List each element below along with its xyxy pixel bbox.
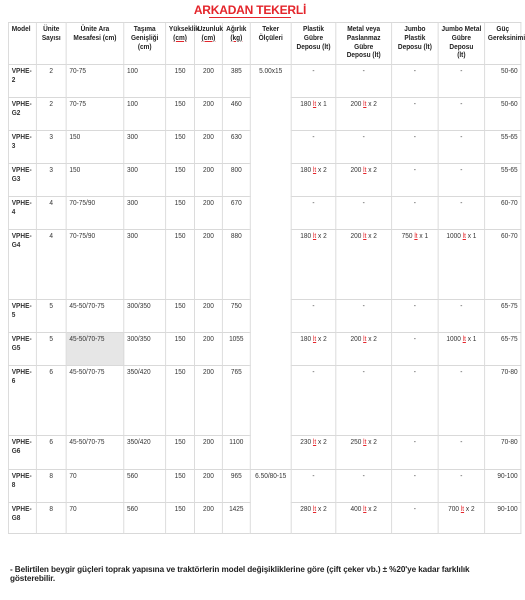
tasima-cell: 300/350: [124, 300, 166, 333]
model-cell: VPHE- 5: [8, 300, 36, 333]
agirlik-cell: 1425: [222, 503, 250, 534]
yuk-cell: 150: [166, 65, 195, 98]
metal-cell: -: [336, 197, 392, 230]
jmetal-cell: 700 lt x 2: [438, 503, 485, 534]
metal-cell: 200 lt x 2: [336, 98, 392, 131]
jplastik-cell: -: [392, 131, 439, 164]
unite-cell: 4: [36, 197, 66, 230]
uzun-cell: 200: [194, 164, 222, 197]
ara-cell: 70-75/90: [66, 230, 124, 300]
tasima-cell: 300: [124, 164, 166, 197]
unite-cell: 2: [36, 98, 66, 131]
jplastik-cell: -: [392, 300, 439, 333]
jmetal-cell: -: [438, 164, 485, 197]
unite-cell: 8: [36, 503, 66, 534]
agirlik-cell: 385: [222, 65, 250, 98]
uzun-cell: 200: [194, 333, 222, 366]
yuk-cell: 150: [166, 436, 195, 470]
unite-cell: 6: [36, 436, 66, 470]
guc-cell: 70-80: [485, 436, 521, 470]
col-teker: Teker Ölçüleri: [250, 23, 291, 65]
metal-cell: -: [336, 366, 392, 436]
model-cell: VPHE- 4: [8, 197, 36, 230]
page-title: ARKADAN TEKERLİ: [0, 3, 500, 18]
model-cell: VPHE- G8: [8, 503, 36, 534]
uzun-cell: 200: [194, 436, 222, 470]
jmetal-cell: -: [438, 131, 485, 164]
jmetal-cell: 1000 lt x 1: [438, 333, 485, 366]
unit-label: lt: [460, 506, 465, 513]
model-cell: VPHE- G2: [8, 98, 36, 131]
jplastik-cell: -: [392, 470, 439, 503]
model-cell: VPHE- G4: [8, 230, 36, 300]
yuk-cell: 150: [166, 333, 195, 366]
unit-label: lt: [312, 336, 317, 343]
metal-cell: -: [336, 300, 392, 333]
yuk-cell: 150: [166, 470, 195, 503]
unit-label: lt: [363, 167, 367, 174]
jmetal-cell: 1000 lt x 1: [438, 230, 485, 300]
guc-cell: 55-65: [485, 164, 521, 197]
unite-cell: 2: [36, 65, 66, 98]
tasima-cell: 560: [124, 503, 166, 534]
tasima-cell: 300/350: [124, 333, 166, 366]
teker-cell: 6.50/80-15: [250, 470, 291, 534]
unit-label: lt: [363, 336, 367, 343]
unit-label: lt: [462, 233, 466, 240]
jmetal-cell: -: [438, 197, 485, 230]
plastik-cell: -: [291, 65, 336, 98]
plastik-cell: 180 lt x 2: [291, 164, 336, 197]
yuk-cell: 150: [166, 230, 195, 300]
metal-cell: -: [336, 470, 392, 503]
agirlik-cell: 1100: [222, 436, 250, 470]
col-model: Model: [8, 23, 36, 65]
metal-cell: -: [336, 131, 392, 164]
guc-cell: 50-60: [485, 98, 521, 131]
model-cell: VPHE- G5: [8, 333, 36, 366]
uzun-cell: 200: [194, 197, 222, 230]
agirlik-cell: 460: [222, 98, 250, 131]
metal-cell: 200 lt x 2: [336, 164, 392, 197]
ara-cell: 70: [66, 503, 124, 534]
col-metal: Metal veya Paslanmaz Gübre Deposu (lt): [336, 23, 392, 65]
unit-label: lt: [312, 439, 317, 446]
metal-cell: 200 lt x 2: [336, 333, 392, 366]
model-cell: VPHE- 3: [8, 131, 36, 164]
jplastik-cell: -: [392, 65, 439, 98]
ara-cell: 70-75/90: [66, 197, 124, 230]
jmetal-cell: -: [438, 436, 485, 470]
col-plastik: Plastik Gübre Deposu (lt): [291, 23, 336, 65]
col-agirlik: Ağırlık (kg): [222, 23, 250, 65]
agirlik-cell: 670: [222, 197, 250, 230]
model-cell: VPHE- 6: [8, 366, 36, 436]
ara-cell: 45-50/70-75: [66, 300, 124, 333]
jmetal-cell: -: [438, 65, 485, 98]
unite-cell: 3: [36, 131, 66, 164]
tasima-cell: 100: [124, 98, 166, 131]
plastik-cell: 180 lt x 2: [291, 333, 336, 366]
metal-cell: -: [336, 65, 392, 98]
jmetal-cell: -: [438, 366, 485, 436]
unite-cell: 4: [36, 230, 66, 300]
ara-cell: 45-50/70-75: [66, 333, 124, 366]
unit-label: lt: [312, 233, 317, 240]
tasima-cell: 300: [124, 197, 166, 230]
agirlik-cell: 880: [222, 230, 250, 300]
yuk-cell: 150: [166, 164, 195, 197]
col-uzunluk: Uzunluk (cm): [194, 23, 222, 65]
header-row: [8, 23, 520, 65]
ara-cell: 70-75: [66, 98, 124, 131]
uzun-cell: 200: [194, 470, 222, 503]
jmetal-cell: -: [438, 300, 485, 333]
table-row: [8, 470, 520, 503]
metal-cell: 250 lt x 2: [336, 436, 392, 470]
tasima-cell: 300: [124, 131, 166, 164]
col-jumbo-metal: Jumbo Metal Gübre Deposu (lt): [438, 23, 485, 65]
uzun-cell: 200: [194, 230, 222, 300]
ara-cell: 150: [66, 131, 124, 164]
plastik-cell: -: [291, 470, 336, 503]
col-yukseklik: Yükseklik (cm): [166, 23, 195, 65]
unit-label: lt: [312, 167, 317, 174]
agirlik-cell: 750: [222, 300, 250, 333]
jplastik-cell: -: [392, 197, 439, 230]
jmetal-cell: -: [438, 470, 485, 503]
unit-label: lt: [363, 233, 367, 240]
unit-label: lt: [462, 336, 466, 343]
plastik-cell: 180 lt x 1: [291, 98, 336, 131]
model-cell: VPHE- 2: [8, 65, 36, 98]
ara-cell: 45-50/70-75: [66, 366, 124, 436]
unit-label: lt: [414, 233, 418, 240]
metal-cell: 400 lt x 2: [336, 503, 392, 534]
footnote: - Belirtilen beygir güçleri toprak yapısına ve traktörlerin model değişikliklerine göre (çift çeker vb.) ± %20'ye kadar farklılık gösterebilir.: [10, 565, 470, 583]
unite-cell: 6: [36, 366, 66, 436]
guc-cell: 90-100: [485, 470, 521, 503]
plastik-cell: -: [291, 300, 336, 333]
uzun-cell: 200: [194, 131, 222, 164]
table-row: [8, 65, 520, 98]
jplastik-cell: -: [392, 98, 439, 131]
yuk-cell: 150: [166, 366, 195, 436]
unit-label: lt: [363, 439, 367, 446]
plastik-cell: -: [291, 366, 336, 436]
tasima-cell: 300: [124, 230, 166, 300]
model-cell: VPHE- G3: [8, 164, 36, 197]
uzun-cell: 200: [194, 366, 222, 436]
plastik-cell: 230 lt x 2: [291, 436, 336, 470]
jplastik-cell: -: [392, 366, 439, 436]
unit-label: lt: [363, 101, 367, 108]
jplastik-cell: -: [392, 164, 439, 197]
col-unite-ara: Ünite Ara Mesafesi (cm): [66, 23, 124, 65]
spec-table: [8, 22, 525, 534]
col-guc: Güç Gereksinimi: [485, 23, 521, 65]
tasima-cell: 350/420: [124, 366, 166, 436]
guc-cell: 60-70: [485, 230, 521, 300]
unit-label: lt: [312, 506, 317, 513]
unit-label: lt: [312, 101, 317, 108]
agirlik-cell: 800: [222, 164, 250, 197]
uzun-cell: 200: [194, 65, 222, 98]
ara-cell: 70-75: [66, 65, 124, 98]
uzun-cell: 200: [194, 98, 222, 131]
guc-cell: 90-100: [485, 503, 521, 534]
unite-cell: 3: [36, 164, 66, 197]
agirlik-cell: 1055: [222, 333, 250, 366]
guc-cell: 55-65: [485, 131, 521, 164]
jmetal-cell: -: [438, 98, 485, 131]
guc-cell: 65-75: [485, 333, 521, 366]
yuk-cell: 150: [166, 98, 195, 131]
agirlik-cell: 765: [222, 366, 250, 436]
jplastik-cell: -: [392, 333, 439, 366]
plastik-cell: -: [291, 197, 336, 230]
col-unite-sayisi: Ünite Sayısı: [36, 23, 66, 65]
unite-cell: 5: [36, 333, 66, 366]
teker-cell: 5.00x15: [250, 65, 291, 470]
uzun-cell: 200: [194, 503, 222, 534]
agirlik-cell: 965: [222, 470, 250, 503]
col-jumbo-plastik: Jumbo Plastik Deposu (lt): [392, 23, 439, 65]
guc-cell: 70-80: [485, 366, 521, 436]
tasima-cell: 560: [124, 470, 166, 503]
yuk-cell: 150: [166, 131, 195, 164]
guc-cell: 60-70: [485, 197, 521, 230]
jplastik-cell: -: [392, 436, 439, 470]
model-cell: VPHE- 8: [8, 470, 36, 503]
plastik-cell: -: [291, 131, 336, 164]
unit-label: lt: [363, 506, 367, 513]
col-tasima: Taşıma Genişliği (cm): [124, 23, 166, 65]
unite-cell: 8: [36, 470, 66, 503]
tasima-cell: 350/420: [124, 436, 166, 470]
ara-cell: 70: [66, 470, 124, 503]
uzun-cell: 200: [194, 300, 222, 333]
yuk-cell: 150: [166, 197, 195, 230]
unite-cell: 5: [36, 300, 66, 333]
plastik-cell: 180 lt x 2: [291, 230, 336, 300]
plastik-cell: 280 lt x 2: [291, 503, 336, 534]
tasima-cell: 100: [124, 65, 166, 98]
guc-cell: 50-60: [485, 65, 521, 98]
agirlik-cell: 630: [222, 131, 250, 164]
ara-cell: 150: [66, 164, 124, 197]
yuk-cell: 150: [166, 300, 195, 333]
jplastik-cell: -: [392, 503, 439, 534]
model-cell: VPHE- G6: [8, 436, 36, 470]
yuk-cell: 150: [166, 503, 195, 534]
ara-cell: 45-50/70-75: [66, 436, 124, 470]
jplastik-cell: 750 lt x 1: [392, 230, 439, 300]
guc-cell: 65-75: [485, 300, 521, 333]
metal-cell: 200 lt x 2: [336, 230, 392, 300]
